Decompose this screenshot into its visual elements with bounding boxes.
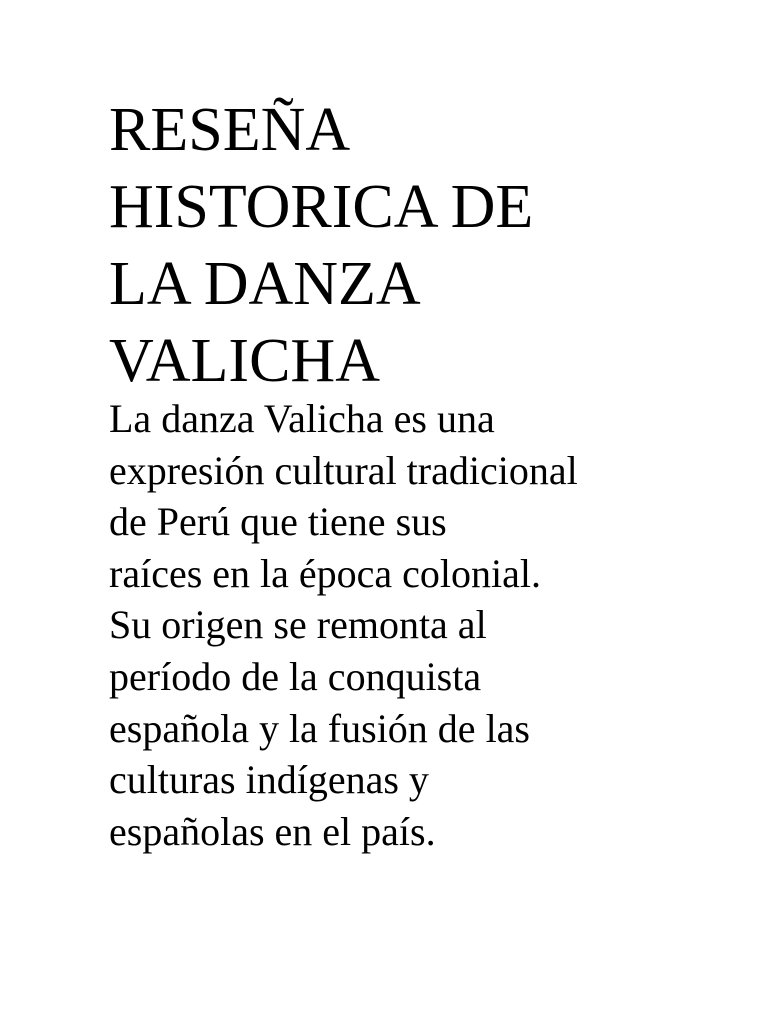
title-line: VALICHA — [109, 327, 380, 395]
document-title — [109, 92, 749, 400]
paragraph-line: española y la fusión de las — [109, 705, 530, 751]
title-line: RESEÑA — [109, 96, 351, 164]
paragraph-line: período de la conquista — [109, 653, 482, 699]
paragraph-line: culturas indígenas y — [109, 757, 429, 803]
document-paragraph — [109, 393, 759, 857]
paragraph-line: raíces en la época colonial. — [109, 550, 541, 596]
paragraph-line: La danza Valicha es una — [109, 396, 495, 441]
paragraph-line: expresión cultural tradicional — [109, 447, 578, 493]
title-line: LA DANZA — [109, 250, 421, 318]
paragraph-line: Su origen se remonta al — [109, 602, 487, 648]
paragraph-line: españolas en el país. — [109, 808, 436, 854]
paragraph-line: de Perú que tiene sus — [109, 499, 447, 545]
title-line: HISTORICA DE — [109, 173, 534, 241]
